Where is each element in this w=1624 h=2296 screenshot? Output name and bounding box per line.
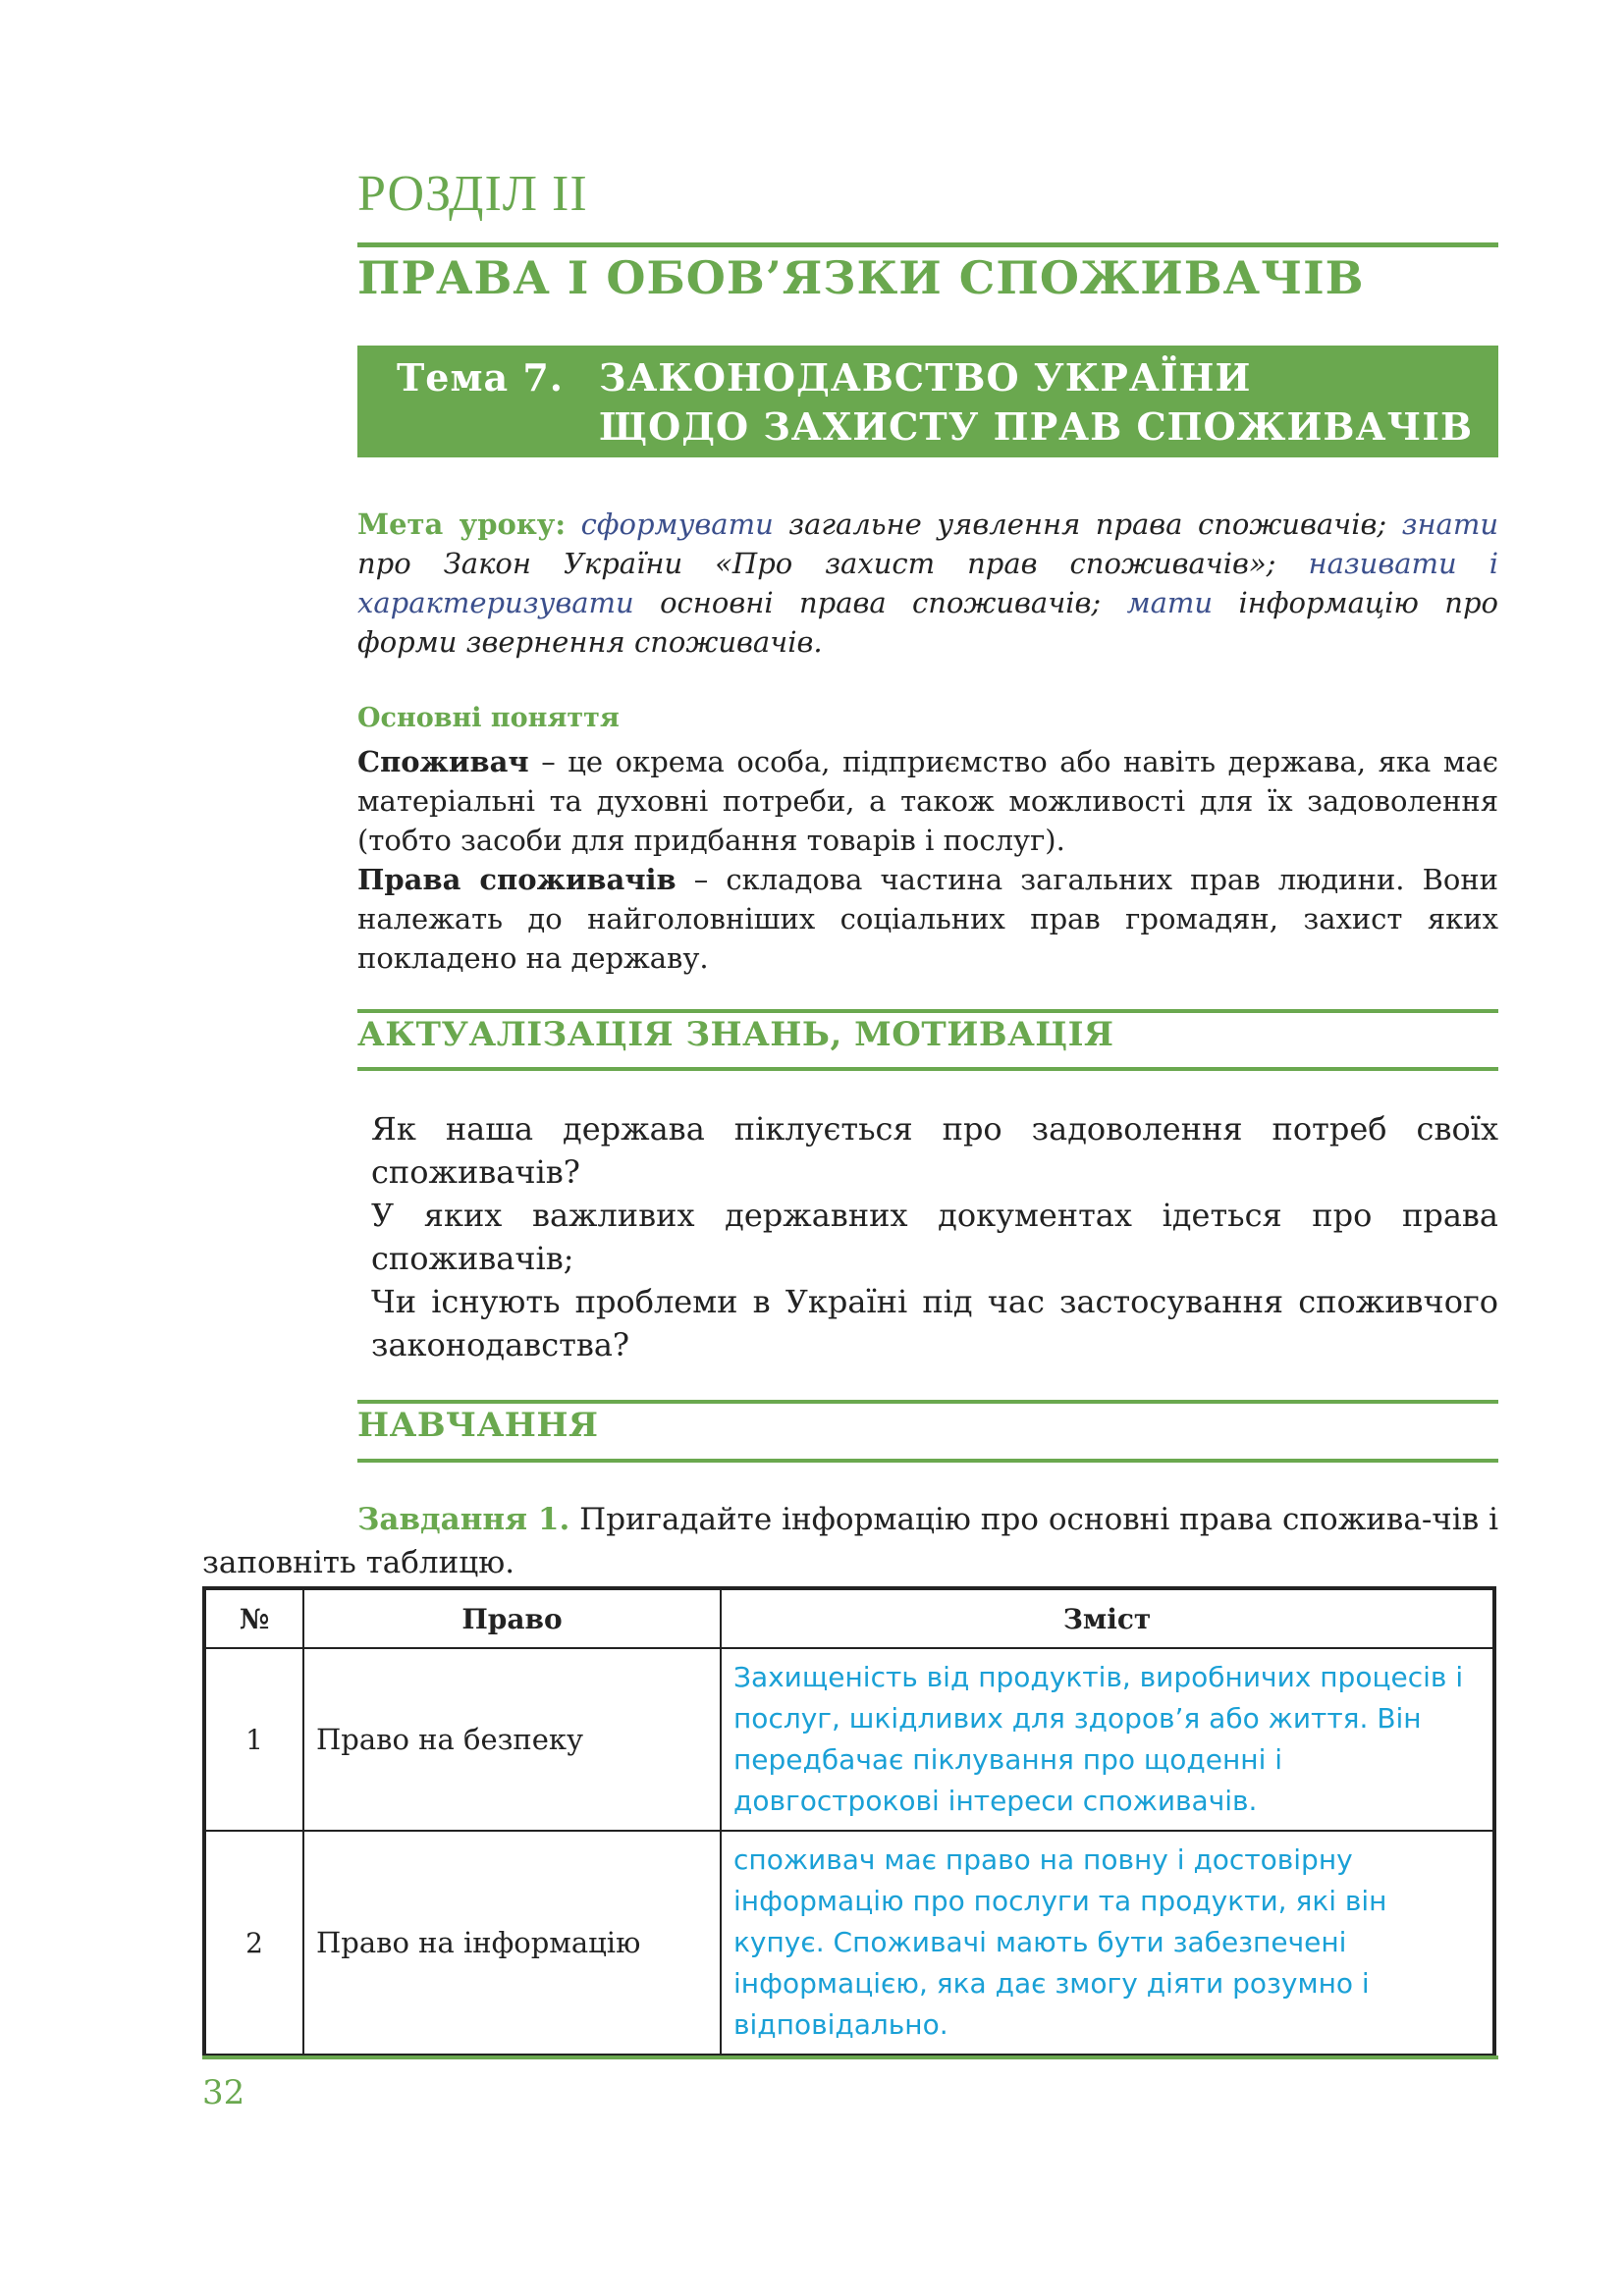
- row-right: Право на інформацію: [303, 1831, 721, 2056]
- goal-verb: називати і характеризувати: [357, 547, 1498, 619]
- table-row: [204, 1831, 1494, 2056]
- section-heading-actualization: АКТУАЛІЗАЦІЯ ЗНАНЬ, МОТИВАЦІЯ: [357, 1015, 1114, 1054]
- concept-term: Права споживачів: [357, 863, 677, 896]
- topic-title-line-2: ЩОДО ЗАХИСТУ ПРАВ СПОЖИВАЧІВ: [599, 404, 1474, 449]
- concept-definition: [357, 860, 1498, 978]
- table-row: [204, 1648, 1494, 1831]
- concepts-text: [357, 742, 1498, 978]
- divider: [357, 1009, 1498, 1013]
- task-1: [202, 1498, 1498, 1584]
- table-header-row: [204, 1588, 1494, 1648]
- concept-definition: [357, 742, 1498, 860]
- goal-label: Мета уроку:: [357, 507, 567, 541]
- question: Чи існують проблеми в Україні під час застосування споживчого законодавства?: [371, 1283, 1498, 1363]
- goal-verb: мати: [1126, 586, 1214, 619]
- task-text: Пригадайте інформацію про основні права спожива-чів і заповніть таблицю.: [202, 1502, 1499, 1580]
- lesson-goal: [357, 505, 1498, 662]
- row-right: Право на безпеку: [303, 1648, 721, 1831]
- divider: [357, 1459, 1498, 1463]
- goal-text: про Закон України «Про захист прав споживачів»;: [357, 547, 1309, 580]
- divider: [357, 1067, 1498, 1071]
- task-label: Завдання 1.: [357, 1502, 570, 1537]
- page-number: 32: [202, 2073, 245, 2112]
- row-content[interactable]: Захищеність від продуктів, виробничих процесів і послуг, шкідливих для здоров’я або життя. Він передбачає піклування про щоденні і довгострокові інтереси споживачів.: [721, 1648, 1494, 1831]
- question: Як наша держава піклується про задоволення потреб своїх споживачів?: [371, 1110, 1498, 1191]
- goal-verb: сформувати: [580, 507, 774, 541]
- concept-term: Споживач: [357, 745, 529, 778]
- topic-title-line-1: ЗАКОНОДАВСТВО УКРАЇНИ: [599, 355, 1252, 400]
- footer-divider: [202, 2056, 1498, 2059]
- goal-verb: знати: [1401, 507, 1499, 541]
- topic-banner: [357, 346, 1498, 457]
- column-header-number: №: [204, 1588, 303, 1648]
- rights-table: [202, 1586, 1496, 2057]
- section-heading-learning: НАВЧАННЯ: [357, 1406, 599, 1445]
- goal-text: інформацію про форми звернення споживачів.: [357, 586, 1498, 659]
- goal-text: загальне уявлення права споживачів;: [773, 507, 1402, 541]
- motivation-questions: [371, 1107, 1498, 1366]
- divider: [357, 1400, 1498, 1404]
- column-header-content: Зміст: [721, 1588, 1494, 1648]
- row-number: 1: [204, 1648, 303, 1831]
- row-number: 2: [204, 1831, 303, 2056]
- goal-text: основні права споживачів;: [633, 586, 1127, 619]
- question: У яких важливих державних документах ідеться про права споживачів;: [371, 1197, 1498, 1277]
- row-content[interactable]: споживач має право на повну і достовірну інформацію про послуги та продукти, які він купує. Споживачі мають бути забезпечені інформацією, яка дає змогу діяти розумно і відповідально.: [721, 1831, 1494, 2056]
- column-header-right: Право: [303, 1588, 721, 1648]
- divider: [357, 242, 1498, 247]
- topic-label: Тема 7.: [397, 355, 564, 400]
- concept-text: – це окрема особа, підприємство або навіть держава, яка має матеріальні та духовні потреби, а також можливості для їх задоволення (тобто засоби для придбання товарів і послуг).: [357, 745, 1498, 857]
- concept-text: – складова частина загальних прав людини. Вони належать до найголовніших соціальних прав громадян, захист яких покладено на державу.: [357, 863, 1499, 975]
- concepts-heading: Основні поняття: [357, 703, 620, 733]
- section-label: РОЗДІЛ ІІ: [357, 166, 588, 222]
- chapter-title: ПРАВА І ОБОВ’ЯЗКИ СПОЖИВАЧІВ: [357, 251, 1365, 304]
